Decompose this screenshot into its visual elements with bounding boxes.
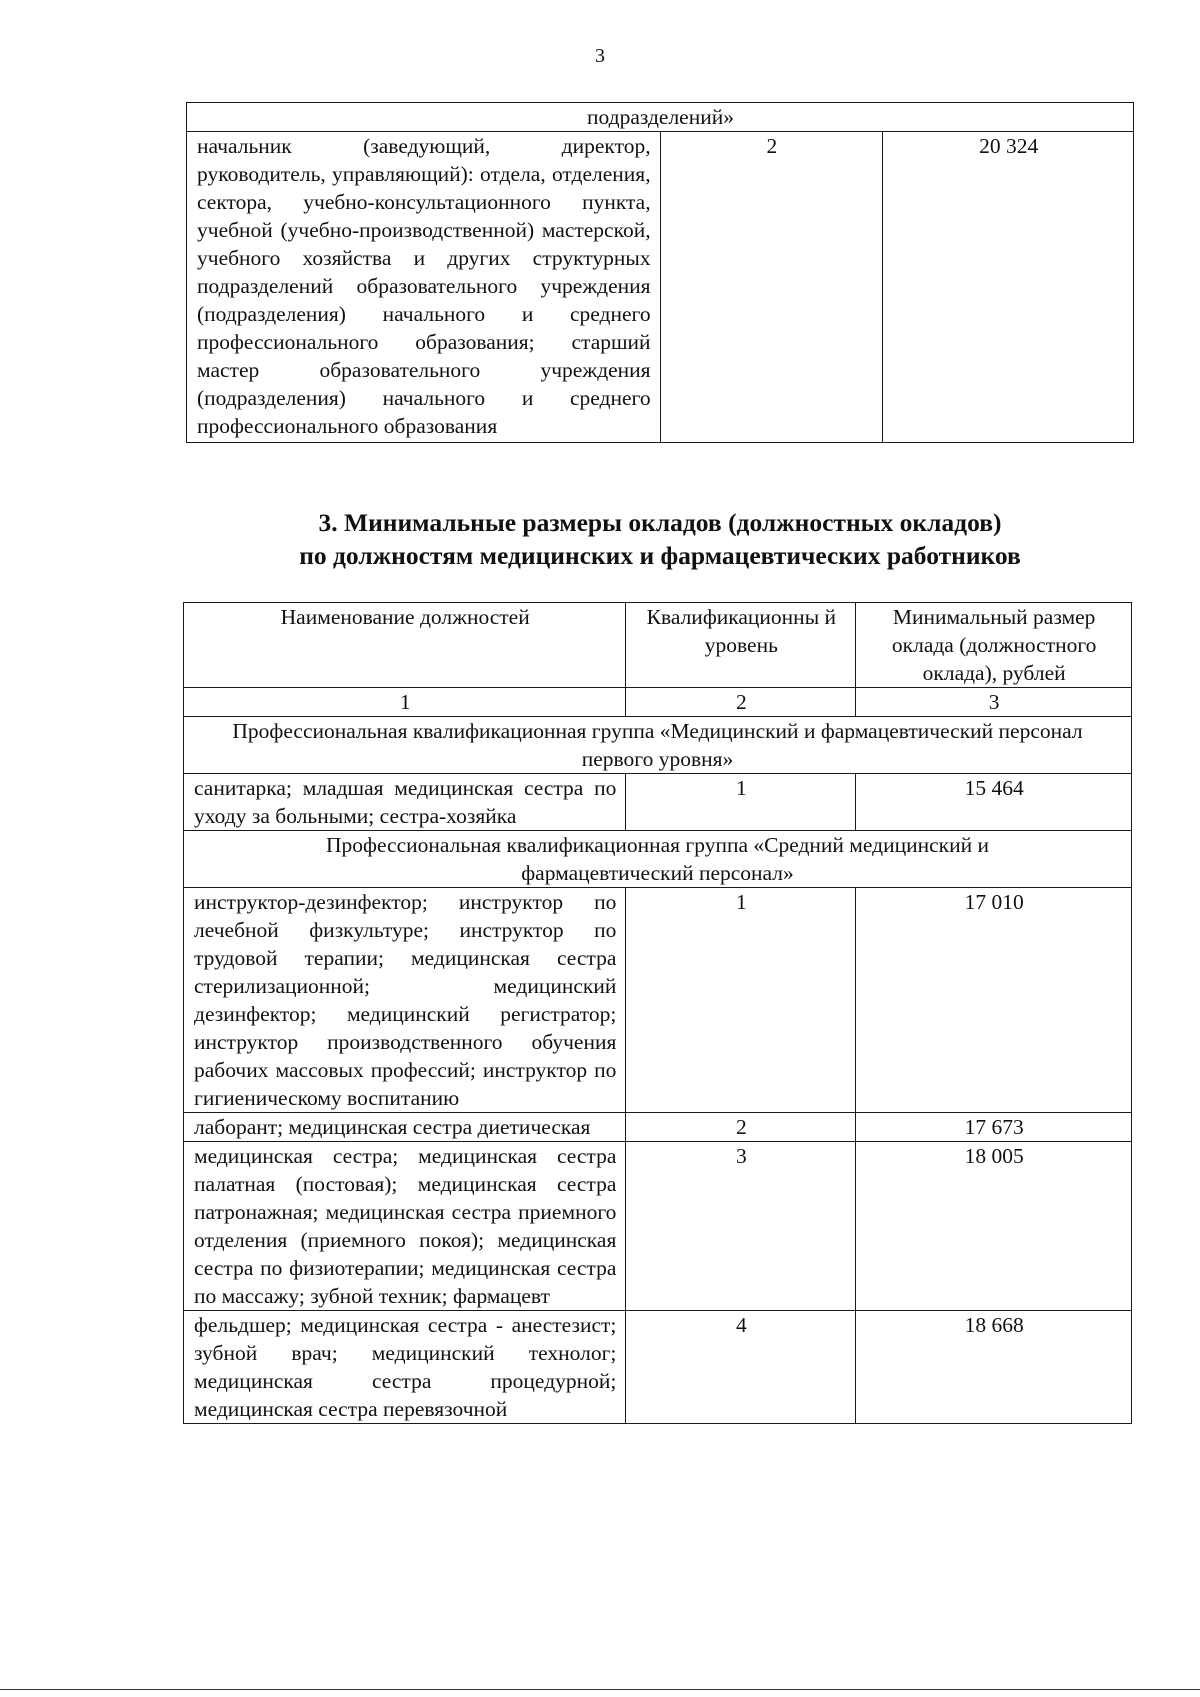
header-salary: Минимальный размер оклада (должностного оклада), рублей [856, 603, 1132, 688]
table-row [187, 132, 1134, 443]
section-title-line-2: по должностям медицинских и фармацевтических работников [299, 541, 1021, 570]
qualification-level: 1 [626, 888, 856, 1113]
table-row [184, 1113, 1132, 1142]
column-number-row [184, 688, 1132, 717]
table-group-header [184, 717, 1132, 774]
column-number: 2 [626, 688, 856, 717]
salary-value: 17 010 [856, 888, 1132, 1113]
position-name: фельдшер; медицинская сестра - анестезист; зубной врач; медицинский технолог; медицинская сестра процедурной; медицинская сестра перевязочной [184, 1311, 626, 1424]
table-row [184, 774, 1132, 831]
salary-value: 18 005 [856, 1142, 1132, 1311]
table-row [184, 1142, 1132, 1311]
page-bottom-rule [0, 1689, 1200, 1690]
table-group-header [187, 103, 1134, 132]
position-name: санитарка; младшая медицинская сестра по уходу за больными; сестра-хозяйка [184, 774, 626, 831]
positions-table-continued [186, 102, 1134, 443]
header-qualification-level: Квалификационны й уровень [626, 603, 856, 688]
page-number: 3 [595, 45, 605, 67]
table-row [184, 1311, 1132, 1424]
group-title: Профессиональная квалификационная группа «Средний медицинский и фармацевтический персонал» [184, 831, 1132, 888]
salary-value: 20 324 [883, 132, 1134, 443]
salary-value: 15 464 [856, 774, 1132, 831]
qualification-level: 1 [626, 774, 856, 831]
table-group-header [184, 831, 1132, 888]
position-name: инструктор-дезинфектор; инструктор по лечебной физкультуре; инструктор по трудовой терапии; медицинская сестра стерилизационной; медицинский дезинфектор; медицинский регистратор; инструктор производственного обучения рабочих массовых профессий; инструктор по гигиеническому воспитанию [184, 888, 626, 1113]
qualification-level: 3 [626, 1142, 856, 1311]
header-position-name: Наименование должностей [184, 603, 626, 688]
column-number: 1 [184, 688, 626, 717]
position-name: медицинская сестра; медицинская сестра палатная (постовая); медицинская сестра патронажная; медицинская сестра приемного отделения (приемного покоя); медицинская сестра по физиотерапии; медицинская сестра по массажу; зубной техник; фармацевт [184, 1142, 626, 1311]
table-row [184, 888, 1132, 1113]
position-name: начальник (заведующий, директор, руководитель, управляющий): отдела, отделения, сектора, учебно-консультационного пункта, учебной (учебно-производственной) мастерской, учебного хозяйства и других структурных подразделений образовательного учреждения (подразделения) начального и среднего профессионального образования; старший мастер образовательного учреждения (подразделения) начального и среднего профессионального образования [187, 132, 661, 443]
column-number: 3 [856, 688, 1132, 717]
section-heading [186, 506, 1134, 572]
qualification-level: 2 [626, 1113, 856, 1142]
position-name: лаборант; медицинская сестра диетическая [184, 1113, 626, 1142]
salary-value: 17 673 [856, 1113, 1132, 1142]
group-title-continued: подразделений» [187, 103, 1134, 132]
medical-salaries-table [183, 602, 1132, 1424]
qualification-level: 2 [660, 132, 883, 443]
table-header-row [184, 603, 1132, 688]
group-title: Профессиональная квалификационная группа «Медицинский и фармацевтический персонал первого уровня» [184, 717, 1132, 774]
section-title-line-1: 3. Минимальные размеры окладов (должностных окладов) [318, 508, 1002, 537]
qualification-level: 4 [626, 1311, 856, 1424]
salary-value: 18 668 [856, 1311, 1132, 1424]
